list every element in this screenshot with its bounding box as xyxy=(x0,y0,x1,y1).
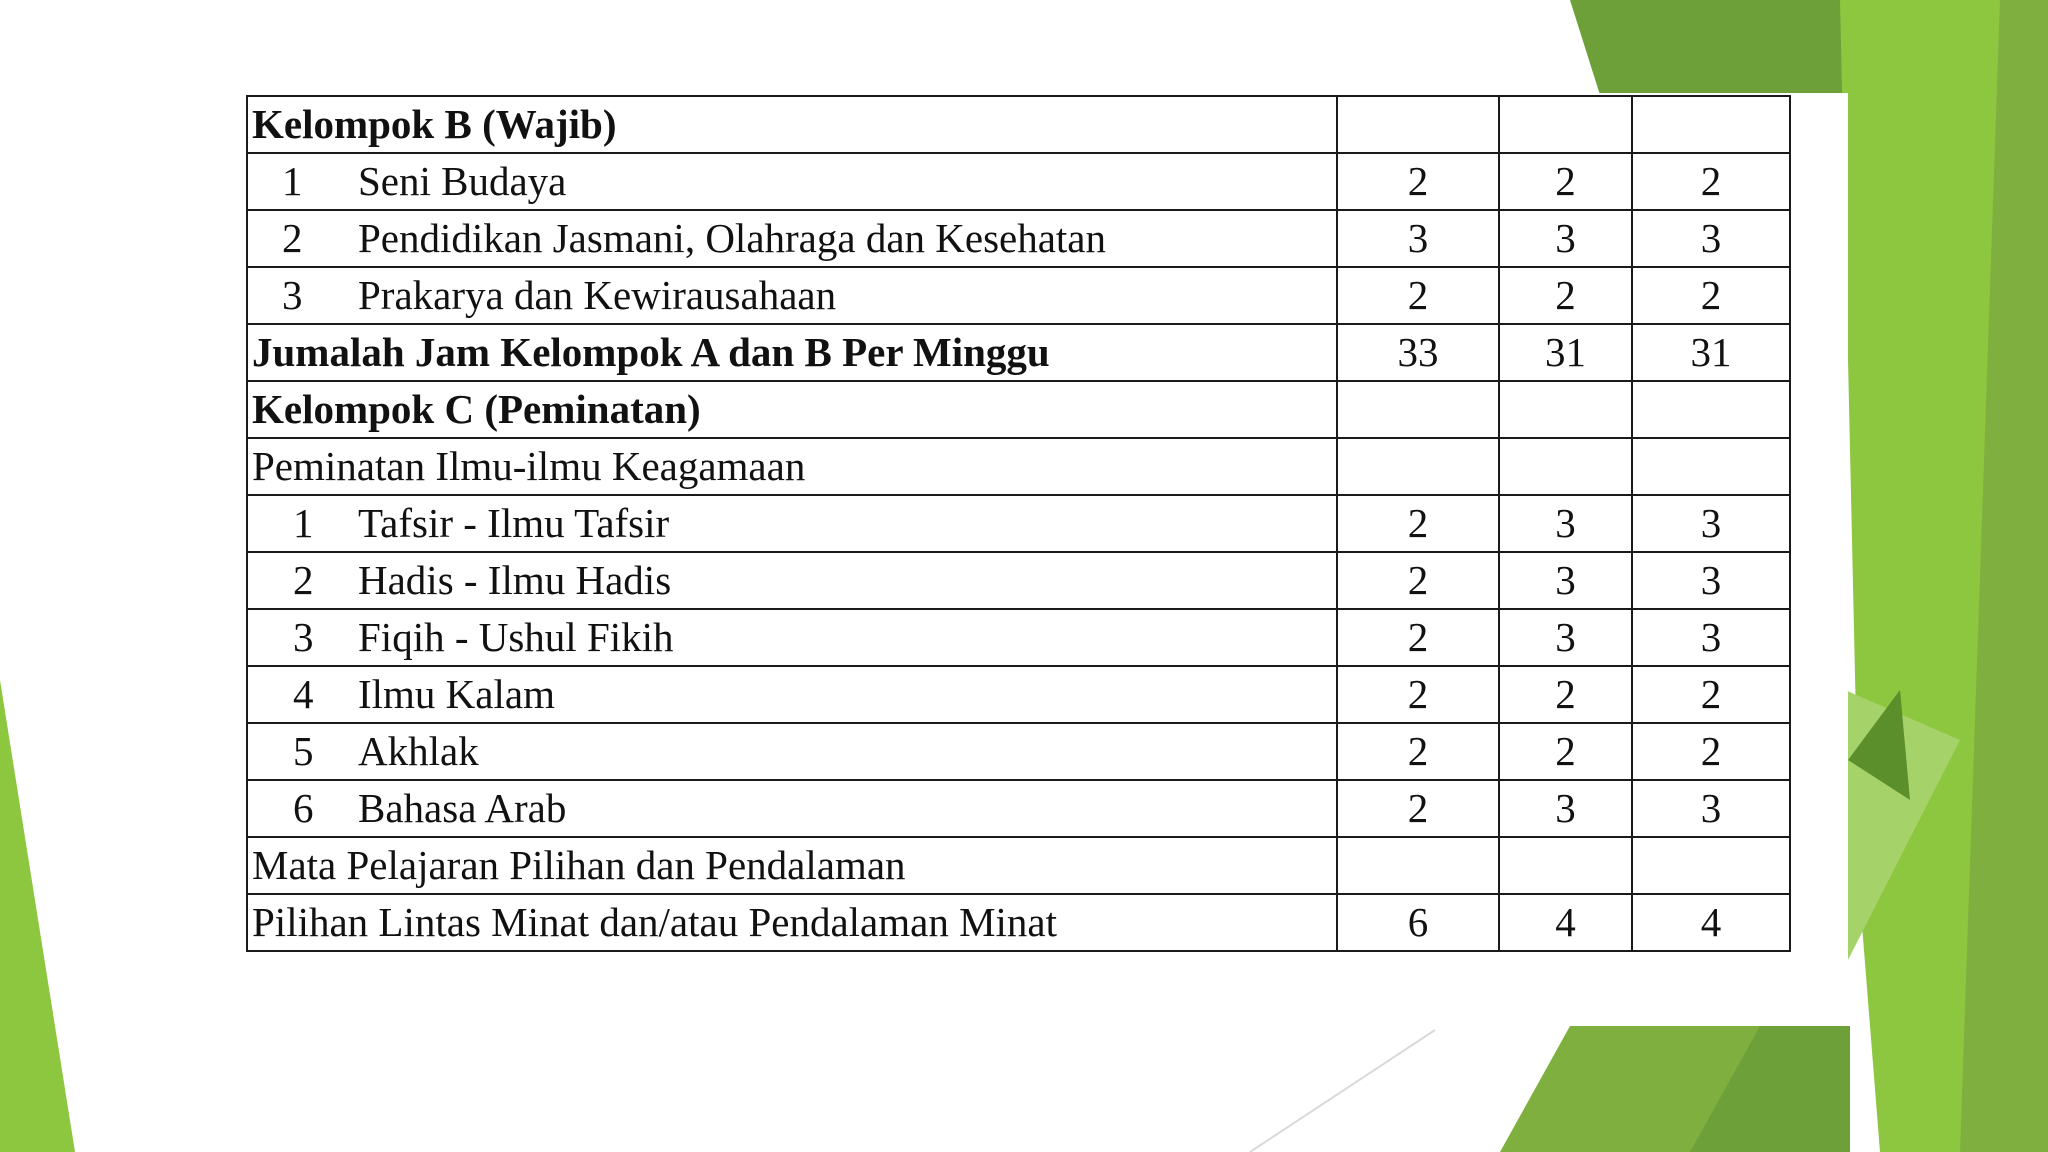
section-heading: Kelompok B (Wajib) xyxy=(247,96,1337,153)
hours-cell-2: 2 xyxy=(1499,153,1632,210)
hours-cell-1: 2 xyxy=(1337,495,1499,552)
hours-cell-1: 3 xyxy=(1337,210,1499,267)
table-row xyxy=(247,495,1790,552)
subject-name: Prakarya dan Kewirausahaan xyxy=(358,272,837,318)
row-label: Mata Pelajaran Pilihan dan Pendalaman xyxy=(247,837,1337,894)
row-index: 6 xyxy=(293,785,314,831)
hours-cell-3 xyxy=(1632,438,1790,495)
row-index: 2 xyxy=(293,557,314,603)
table-row xyxy=(247,894,1790,951)
green-facet-top-light xyxy=(1570,0,1850,95)
table-row xyxy=(247,552,1790,609)
hours-cell-3: 3 xyxy=(1632,495,1790,552)
hours-cell-2: 2 xyxy=(1499,666,1632,723)
row-index: 3 xyxy=(293,614,314,660)
row-label-cell xyxy=(247,210,1337,267)
subject-name: Hadis - Ilmu Hadis xyxy=(358,557,672,603)
hours-cell-2 xyxy=(1499,96,1632,153)
row-index: 5 xyxy=(293,728,314,774)
subject-name: Akhlak xyxy=(358,728,479,774)
hours-cell-3 xyxy=(1632,96,1790,153)
table-row xyxy=(247,723,1790,780)
curriculum-table xyxy=(246,95,1791,952)
row-label-cell xyxy=(247,609,1337,666)
hours-cell-2: 3 xyxy=(1499,609,1632,666)
table-image xyxy=(218,93,1848,1026)
hours-cell-3 xyxy=(1632,837,1790,894)
subject-name: Bahasa Arab xyxy=(358,785,567,831)
table-row xyxy=(247,267,1790,324)
hours-cell-3: 2 xyxy=(1632,267,1790,324)
hours-cell-2: 2 xyxy=(1499,267,1632,324)
hours-cell-1: 33 xyxy=(1337,324,1499,381)
hours-cell-1 xyxy=(1337,96,1499,153)
hours-cell-3: 2 xyxy=(1632,723,1790,780)
hours-cell-2 xyxy=(1499,438,1632,495)
row-label: Pilihan Lintas Minat dan/atau Pendalaman Minat xyxy=(247,894,1337,951)
row-label-cell xyxy=(247,495,1337,552)
row-index: 3 xyxy=(282,272,303,318)
green-facet-left xyxy=(0,680,75,1152)
table-row xyxy=(247,324,1790,381)
row-label-cell xyxy=(247,153,1337,210)
row-label-cell xyxy=(247,267,1337,324)
hours-cell-3 xyxy=(1632,381,1790,438)
hours-cell-3: 3 xyxy=(1632,210,1790,267)
row-index: 4 xyxy=(293,671,314,717)
hours-cell-1: 2 xyxy=(1337,552,1499,609)
row-label-cell xyxy=(247,723,1337,780)
hours-cell-1: 2 xyxy=(1337,153,1499,210)
row-index: 2 xyxy=(282,215,303,261)
subject-name: Ilmu Kalam xyxy=(358,671,555,717)
hours-cell-2 xyxy=(1499,381,1632,438)
thin-line xyxy=(1250,1030,1435,1152)
hours-cell-2: 3 xyxy=(1499,552,1632,609)
table-row xyxy=(247,837,1790,894)
hours-cell-3: 3 xyxy=(1632,552,1790,609)
hours-cell-1: 6 xyxy=(1337,894,1499,951)
hours-cell-3: 3 xyxy=(1632,609,1790,666)
hours-cell-1: 2 xyxy=(1337,609,1499,666)
hours-cell-1 xyxy=(1337,381,1499,438)
table-row xyxy=(247,780,1790,837)
section-heading: Kelompok C (Peminatan) xyxy=(247,381,1337,438)
subject-name: Seni Budaya xyxy=(358,158,567,204)
table-row xyxy=(247,438,1790,495)
table-row xyxy=(247,666,1790,723)
hours-cell-2 xyxy=(1499,837,1632,894)
row-index: 1 xyxy=(282,158,303,204)
hours-cell-3: 2 xyxy=(1632,666,1790,723)
hours-cell-2: 31 xyxy=(1499,324,1632,381)
section-heading: Jumalah Jam Kelompok A dan B Per Minggu xyxy=(247,324,1337,381)
hours-cell-1 xyxy=(1337,837,1499,894)
hours-cell-2: 3 xyxy=(1499,495,1632,552)
hours-cell-3: 2 xyxy=(1632,153,1790,210)
hours-cell-2: 3 xyxy=(1499,210,1632,267)
table-row xyxy=(247,381,1790,438)
table-row xyxy=(247,96,1790,153)
hours-cell-2: 3 xyxy=(1499,780,1632,837)
hours-cell-1: 2 xyxy=(1337,267,1499,324)
table-row xyxy=(247,609,1790,666)
subject-name: Fiqih - Ushul Fikih xyxy=(358,614,674,660)
hours-cell-3: 3 xyxy=(1632,780,1790,837)
subject-name: Pendidikan Jasmani, Olahraga dan Kesehatan xyxy=(358,215,1107,261)
hours-cell-1: 2 xyxy=(1337,723,1499,780)
hours-cell-1: 2 xyxy=(1337,780,1499,837)
hours-cell-1: 2 xyxy=(1337,666,1499,723)
subject-name: Tafsir - Ilmu Tafsir xyxy=(358,500,670,546)
row-label-cell xyxy=(247,666,1337,723)
table-row xyxy=(247,153,1790,210)
row-label: Peminatan Ilmu-ilmu Keagamaan xyxy=(247,438,1337,495)
row-label-cell xyxy=(247,552,1337,609)
hours-cell-2: 4 xyxy=(1499,894,1632,951)
hours-cell-3: 31 xyxy=(1632,324,1790,381)
row-index: 1 xyxy=(293,500,314,546)
hours-cell-3: 4 xyxy=(1632,894,1790,951)
table-row xyxy=(247,210,1790,267)
hours-cell-1 xyxy=(1337,438,1499,495)
row-label-cell xyxy=(247,780,1337,837)
hours-cell-2: 2 xyxy=(1499,723,1632,780)
